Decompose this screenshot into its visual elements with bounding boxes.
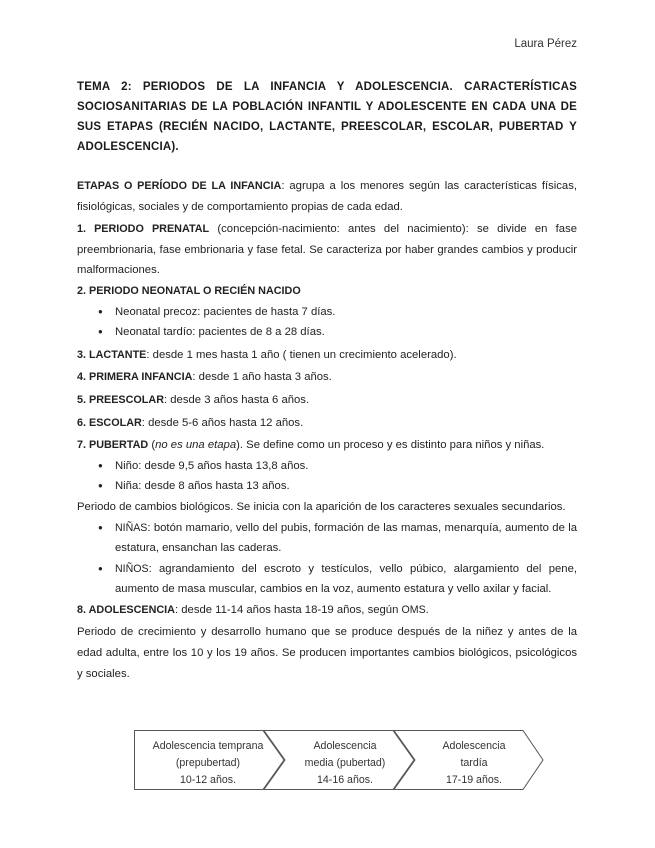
list-item: ● Niña: desde 8 años hasta 13 años. [77,476,577,497]
intro-label: ETAPAS O PERÍODO DE LA INFANCIA [77,180,282,192]
document-title: TEMA 2: PERIODOS DE LA INFANCIA Y ADOLESCENCIA. CARACTERÍSTICAS SOCIOSANITARIAS DE LA POBLACIÓN INFANTIL Y ADOLESCENTE EN CADA UNA DE SUS ETAPAS (RECIÉN NACIDO, LACTANTE, PREESCOLAR, ESCOLAR, PUBERTAD Y ADOLESCENCIA). [77,81,577,153]
adolescencia-paragraph: 8. ADOLESCENCIA: desde 11-14 años hasta 18-19 años, según OMS. [77,603,429,616]
neonatal-list [77,302,577,343]
stage-middle: Adolescencia media (pubertad) 14-16 años. [304,740,386,786]
primera-infancia-paragraph: 4. PRIMERA INFANCIA: desde 1 año hasta 3 años. [77,371,332,384]
pubertad-list [77,456,577,497]
prenatal-text: (concepción-nacimiento: antes del nacimiento): se divide en fase preembrionaria, fase embrionaria y fase fetal. Se caracteriza por haber grandes cambios y producir malformaciones. [77,223,577,277]
document-body [77,176,577,684]
stage-late: Adolescencia tardía 17-19 años. [442,740,506,786]
list-item: ● Neonatal precoz: pacientes de hasta 7 días. [77,302,577,323]
neonatal-heading: 2. PERIODO NEONATAL O RECIÉN NACIDO [77,284,301,297]
prenatal-paragraph [77,219,577,281]
list-item: ● Neonatal tardío: pacientes de 8 a 28 días. [77,322,577,343]
stage-early: Adolescencia temprana (prepubertad) 10-12 años. [152,740,264,786]
intro-paragraph [77,176,577,217]
escolar-paragraph: 6. ESCOLAR: desde 5-6 años hasta 12 años. [77,416,304,429]
author-name: Laura Pérez [514,38,577,50]
pubertad-changes-list [77,518,577,600]
list-item-ninas: ● NIÑAS: botón mamario, vello del pubis, formación de las mamas, menarquía, aumento de la estatura, ensanchan las caderas. [77,518,577,559]
adolescence-stages-diagram [134,730,544,790]
lactante-paragraph: 3. LACTANTE: desde 1 mes hasta 1 año ( tienen un crecimiento acelerado). [77,348,457,361]
list-item-ninos: ● NIÑOS: agrandamiento del escroto y testículos, vello púbico, alargamiento del pene, aumento de masa muscular, cambios en la voz, aumento estatura y vello axilar y facial. [77,559,577,600]
prenatal-label: 1. PERIODO PRENATAL [77,223,210,236]
preescolar-paragraph: 5. PREESCOLAR: desde 3 años hasta 6 años. [77,393,310,406]
adolescencia-description: Periodo de crecimiento y desarrollo humano que se produce después de la niñez y antes de la edad adulta, entre los 10 y los 19 años. Se producen importantes cambios biológicos, psicológicos y sociales. [77,626,577,680]
intro-text: : agrupa a los menores según las características físicas, fisiológicas, sociales y de comportamiento propias de cada edad. [77,180,577,213]
pubertad-changes: Periodo de cambios biológicos. Se inicia con la aparición de los caracteres sexuales secundarios. [77,500,566,513]
pubertad-paragraph: 7. PUBERTAD (no es una etapa). Se define como un proceso y es distinto para niños y niñas. [77,439,545,452]
list-item: ● Niño: desde 9,5 años hasta 13,8 años. [77,456,577,477]
